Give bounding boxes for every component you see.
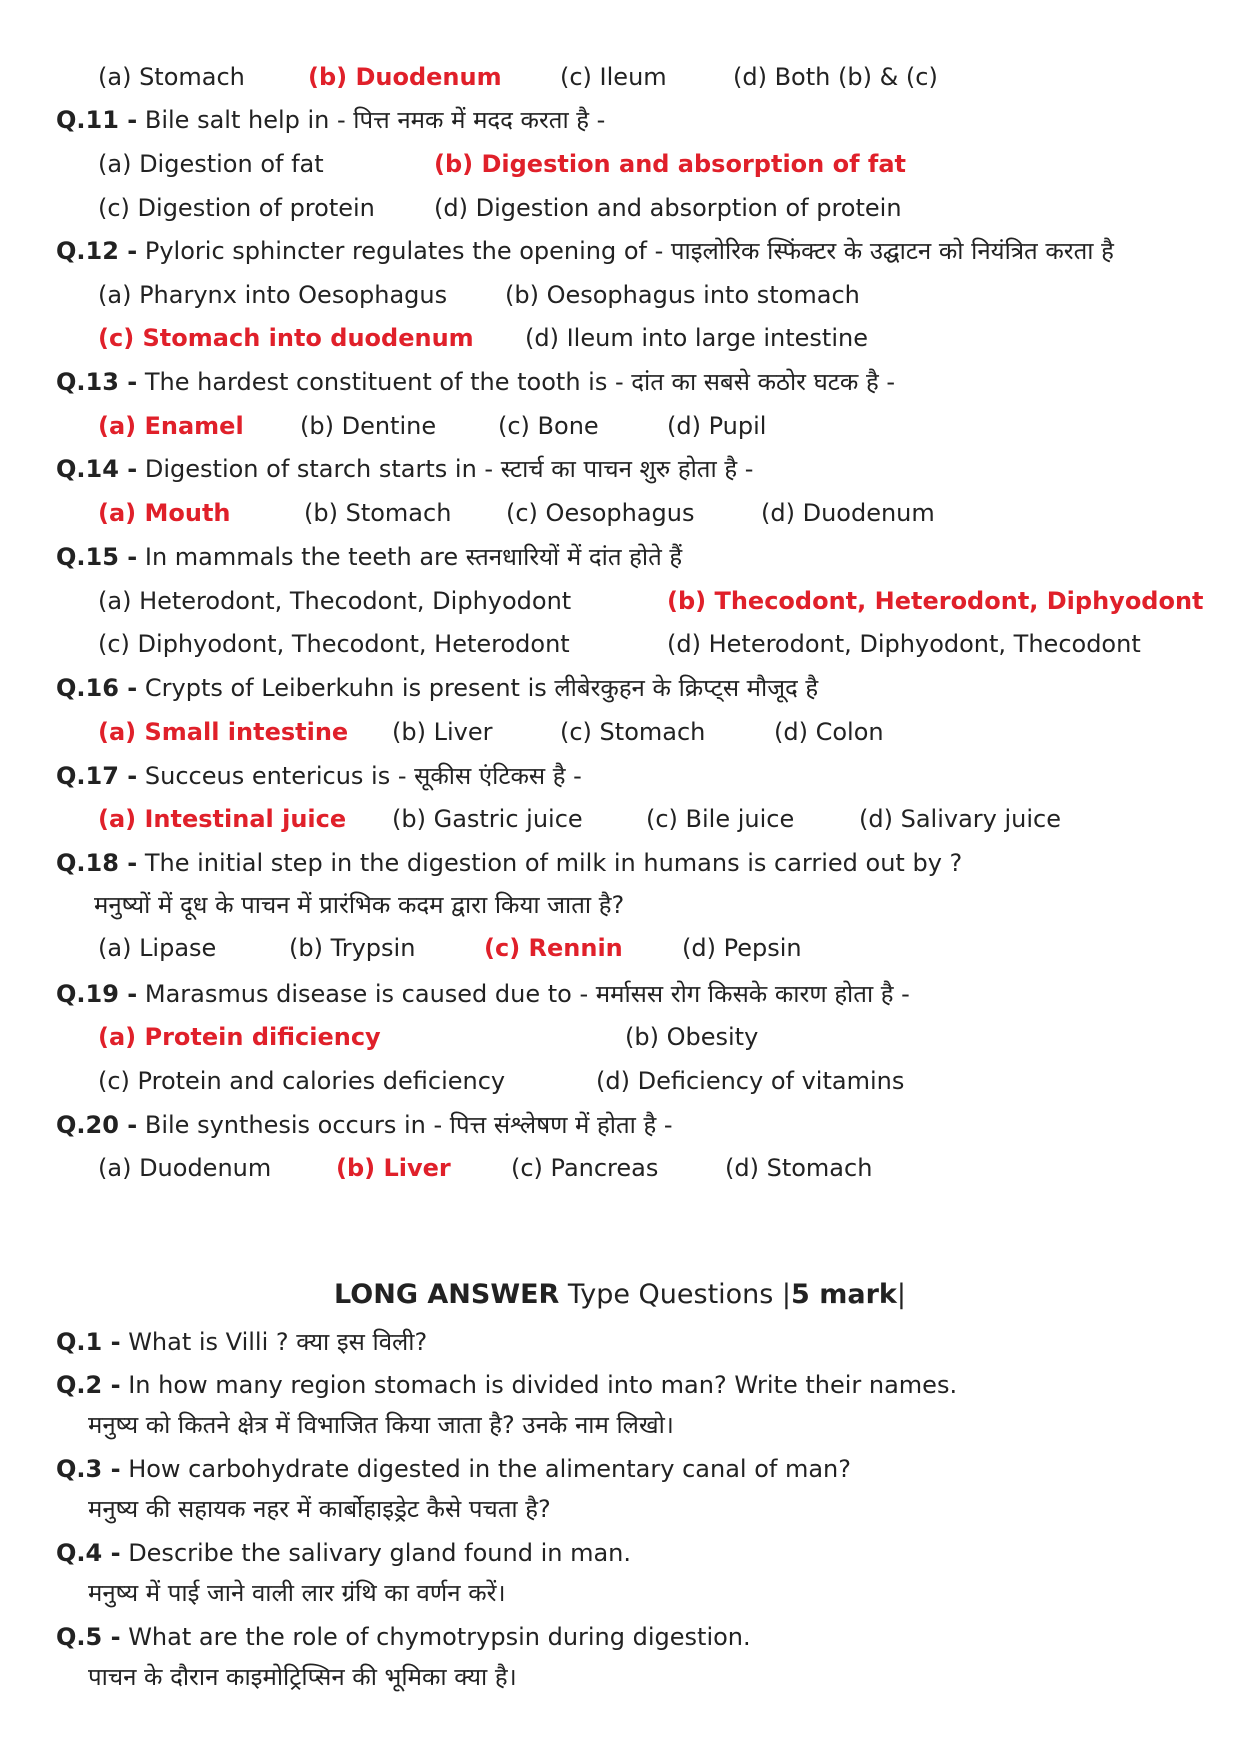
q19-question <box>56 979 910 1009</box>
q18-text: The initial step in the digestion of milk in humans is carried out by ? <box>144 849 963 877</box>
q10-option-a: (a) Stomach <box>98 63 245 91</box>
q16-option-b: (b) Liver <box>392 718 493 746</box>
q13-option-b: (b) Dentine <box>300 412 437 440</box>
long-q4-text: Describe the salivary gland found in man. <box>128 1539 632 1567</box>
q20-option-d: (d) Stomach <box>725 1154 873 1182</box>
q11-question <box>56 105 605 135</box>
long-q5 <box>56 1622 751 1652</box>
q20-option-c: (c) Pancreas <box>511 1154 659 1182</box>
long-q1 <box>56 1327 427 1357</box>
q11-text: Bile salt help in - पित्त नमक में मदद करता है - <box>144 106 606 134</box>
long-heading-mark: 5 mark <box>791 1279 897 1310</box>
q17-text: Succeus entericus is - सूकीस एंटिकस है - <box>144 762 582 790</box>
q15-option-d: (d) Heterodont, Diphyodont, Thecodont <box>667 630 1141 658</box>
q15-number: Q.15 - <box>56 543 138 571</box>
q16-number: Q.16 - <box>56 674 138 702</box>
long-heading-mid: Type Questions | <box>559 1279 792 1310</box>
q13-option-a: (a) Enamel <box>98 412 244 440</box>
q19-option-d: (d) Deficiency of vitamins <box>596 1067 905 1095</box>
q14-question <box>56 454 753 484</box>
q10-option-d: (d) Both (b) & (c) <box>733 63 938 91</box>
q15-option-b: (b) Thecodont, Heterodont, Diphyodont <box>667 587 1204 615</box>
long-q4 <box>56 1538 631 1568</box>
long-q1-number: Q.1 - <box>56 1328 121 1356</box>
q17-option-d: (d) Salivary juice <box>859 805 1061 833</box>
q20-question <box>56 1110 673 1140</box>
q11-option-d: (d) Digestion and absorption of protein <box>434 194 902 222</box>
q14-number: Q.14 - <box>56 455 138 483</box>
q13-option-d: (d) Pupil <box>667 412 767 440</box>
long-q5-hindi: पाचन के दौरान काइमोट्रिप्सिन की भूमिका क्या है। <box>88 1663 517 1691</box>
q12-option-d: (d) Ileum into large intestine <box>525 324 868 352</box>
q19-option-b: (b) Obesity <box>625 1023 759 1051</box>
q15-option-c: (c) Diphyodont, Thecodont, Heterodont <box>98 630 570 658</box>
q18-option-d: (d) Pepsin <box>682 934 802 962</box>
long-heading-end: | <box>896 1279 906 1310</box>
q12-option-a: (a) Pharynx into Oesophagus <box>98 281 448 309</box>
q13-number: Q.13 - <box>56 368 138 396</box>
q17-option-c: (c) Bile juice <box>646 805 795 833</box>
q12-text: Pyloric sphincter regulates the opening of - पाइलोरिक स्फिंक्टर के उद्घाटन को नियंत्रित करता है <box>144 237 1114 265</box>
q15-option-a: (a) Heterodont, Thecodont, Diphyodont <box>98 587 572 615</box>
q12-question <box>56 236 1114 266</box>
q17-number: Q.17 - <box>56 762 138 790</box>
q14-option-a: (a) Mouth <box>98 499 231 527</box>
q13-option-c: (c) Bone <box>498 412 599 440</box>
q11-option-b: (b) Digestion and absorption of fat <box>434 150 906 178</box>
q20-number: Q.20 - <box>56 1111 138 1139</box>
q11-option-a: (a) Digestion of fat <box>98 150 324 178</box>
q19-option-a: (a) Protein dificiency <box>98 1023 381 1051</box>
q17-option-a: (a) Intestinal juice <box>98 805 347 833</box>
long-q5-number: Q.5 - <box>56 1623 121 1651</box>
long-q4-number: Q.4 - <box>56 1539 121 1567</box>
q18-number: Q.18 - <box>56 849 138 877</box>
q20-option-b: (b) Liver <box>336 1154 451 1182</box>
q18-option-a: (a) Lipase <box>98 934 217 962</box>
q12-number: Q.12 - <box>56 237 138 265</box>
long-q5-text: What are the role of chymotrypsin during digestion. <box>128 1623 751 1651</box>
long-answer-heading <box>0 1280 1240 1310</box>
q12-option-c: (c) Stomach into duodenum <box>98 324 474 352</box>
q11-option-c: (c) Digestion of protein <box>98 194 375 222</box>
long-q4-hindi: मनुष्य में पाई जाने वाली लार ग्रंथि का वर्णन करें। <box>88 1579 506 1607</box>
q20-option-a: (a) Duodenum <box>98 1154 272 1182</box>
long-q2 <box>56 1370 957 1400</box>
long-q3-text: How carbohydrate digested in the alimentary canal of man? <box>128 1455 851 1483</box>
long-q2-hindi: मनुष्य को कितने क्षेत्र में विभाजित किया जाता है? उनके नाम लिखो। <box>88 1411 674 1439</box>
q10-option-b: (b) Duodenum <box>308 63 502 91</box>
long-q3-number: Q.3 - <box>56 1455 121 1483</box>
long-q2-text: In how many region stomach is divided into man? Write their names. <box>128 1371 958 1399</box>
q17-question <box>56 761 582 791</box>
q16-question <box>56 673 818 703</box>
long-q3 <box>56 1454 851 1484</box>
q13-question <box>56 367 895 397</box>
q18-question <box>56 848 962 878</box>
q16-text: Crypts of Leiberkuhn is present is लीबेरकुहन के क्रिप्ट्स मौजूद है <box>144 674 819 702</box>
q11-number: Q.11 - <box>56 106 138 134</box>
q20-text: Bile synthesis occurs in - पित्त संश्लेषण में होता है - <box>144 1111 673 1139</box>
q16-option-a: (a) Small intestine <box>98 718 349 746</box>
q14-option-d: (d) Duodenum <box>761 499 935 527</box>
q16-option-d: (d) Colon <box>774 718 884 746</box>
q18-option-b: (b) Trypsin <box>289 934 416 962</box>
q12-option-b: (b) Oesophagus into stomach <box>505 281 860 309</box>
q14-option-c: (c) Oesophagus <box>506 499 695 527</box>
q14-option-b: (b) Stomach <box>304 499 452 527</box>
long-q3-hindi: मनुष्य की सहायक नहर में कार्बोहाइड्रेट कैसे पचता है? <box>88 1495 551 1523</box>
long-heading-bold: LONG ANSWER <box>334 1279 560 1310</box>
q18-option-c: (c) Rennin <box>484 934 623 962</box>
q18-hindi: मनुष्यों में दूध के पाचन में प्रारंभिक कदम द्वारा किया जाता है? <box>94 891 625 919</box>
q17-option-b: (b) Gastric juice <box>392 805 583 833</box>
long-q1-text: What is Villi ? क्या इस विली? <box>128 1328 428 1356</box>
long-q2-number: Q.2 - <box>56 1371 121 1399</box>
q14-text: Digestion of starch starts in - स्टार्च का पाचन शुरु होता है - <box>144 455 754 483</box>
q13-text: The hardest constituent of the tooth is - दांत का सबसे कठोर घटक है - <box>144 368 895 396</box>
q10-option-c: (c) Ileum <box>560 63 667 91</box>
q19-number: Q.19 - <box>56 980 138 1008</box>
q15-question <box>56 542 682 572</box>
q19-text: Marasmus disease is caused due to - मर्मासस रोग किसके कारण होता है - <box>144 980 910 1008</box>
q16-option-c: (c) Stomach <box>560 718 706 746</box>
q15-text: In mammals the teeth are स्तनधारियों में दांत होते हैं <box>144 543 683 571</box>
q19-option-c: (c) Protein and calories deficiency <box>98 1067 506 1095</box>
